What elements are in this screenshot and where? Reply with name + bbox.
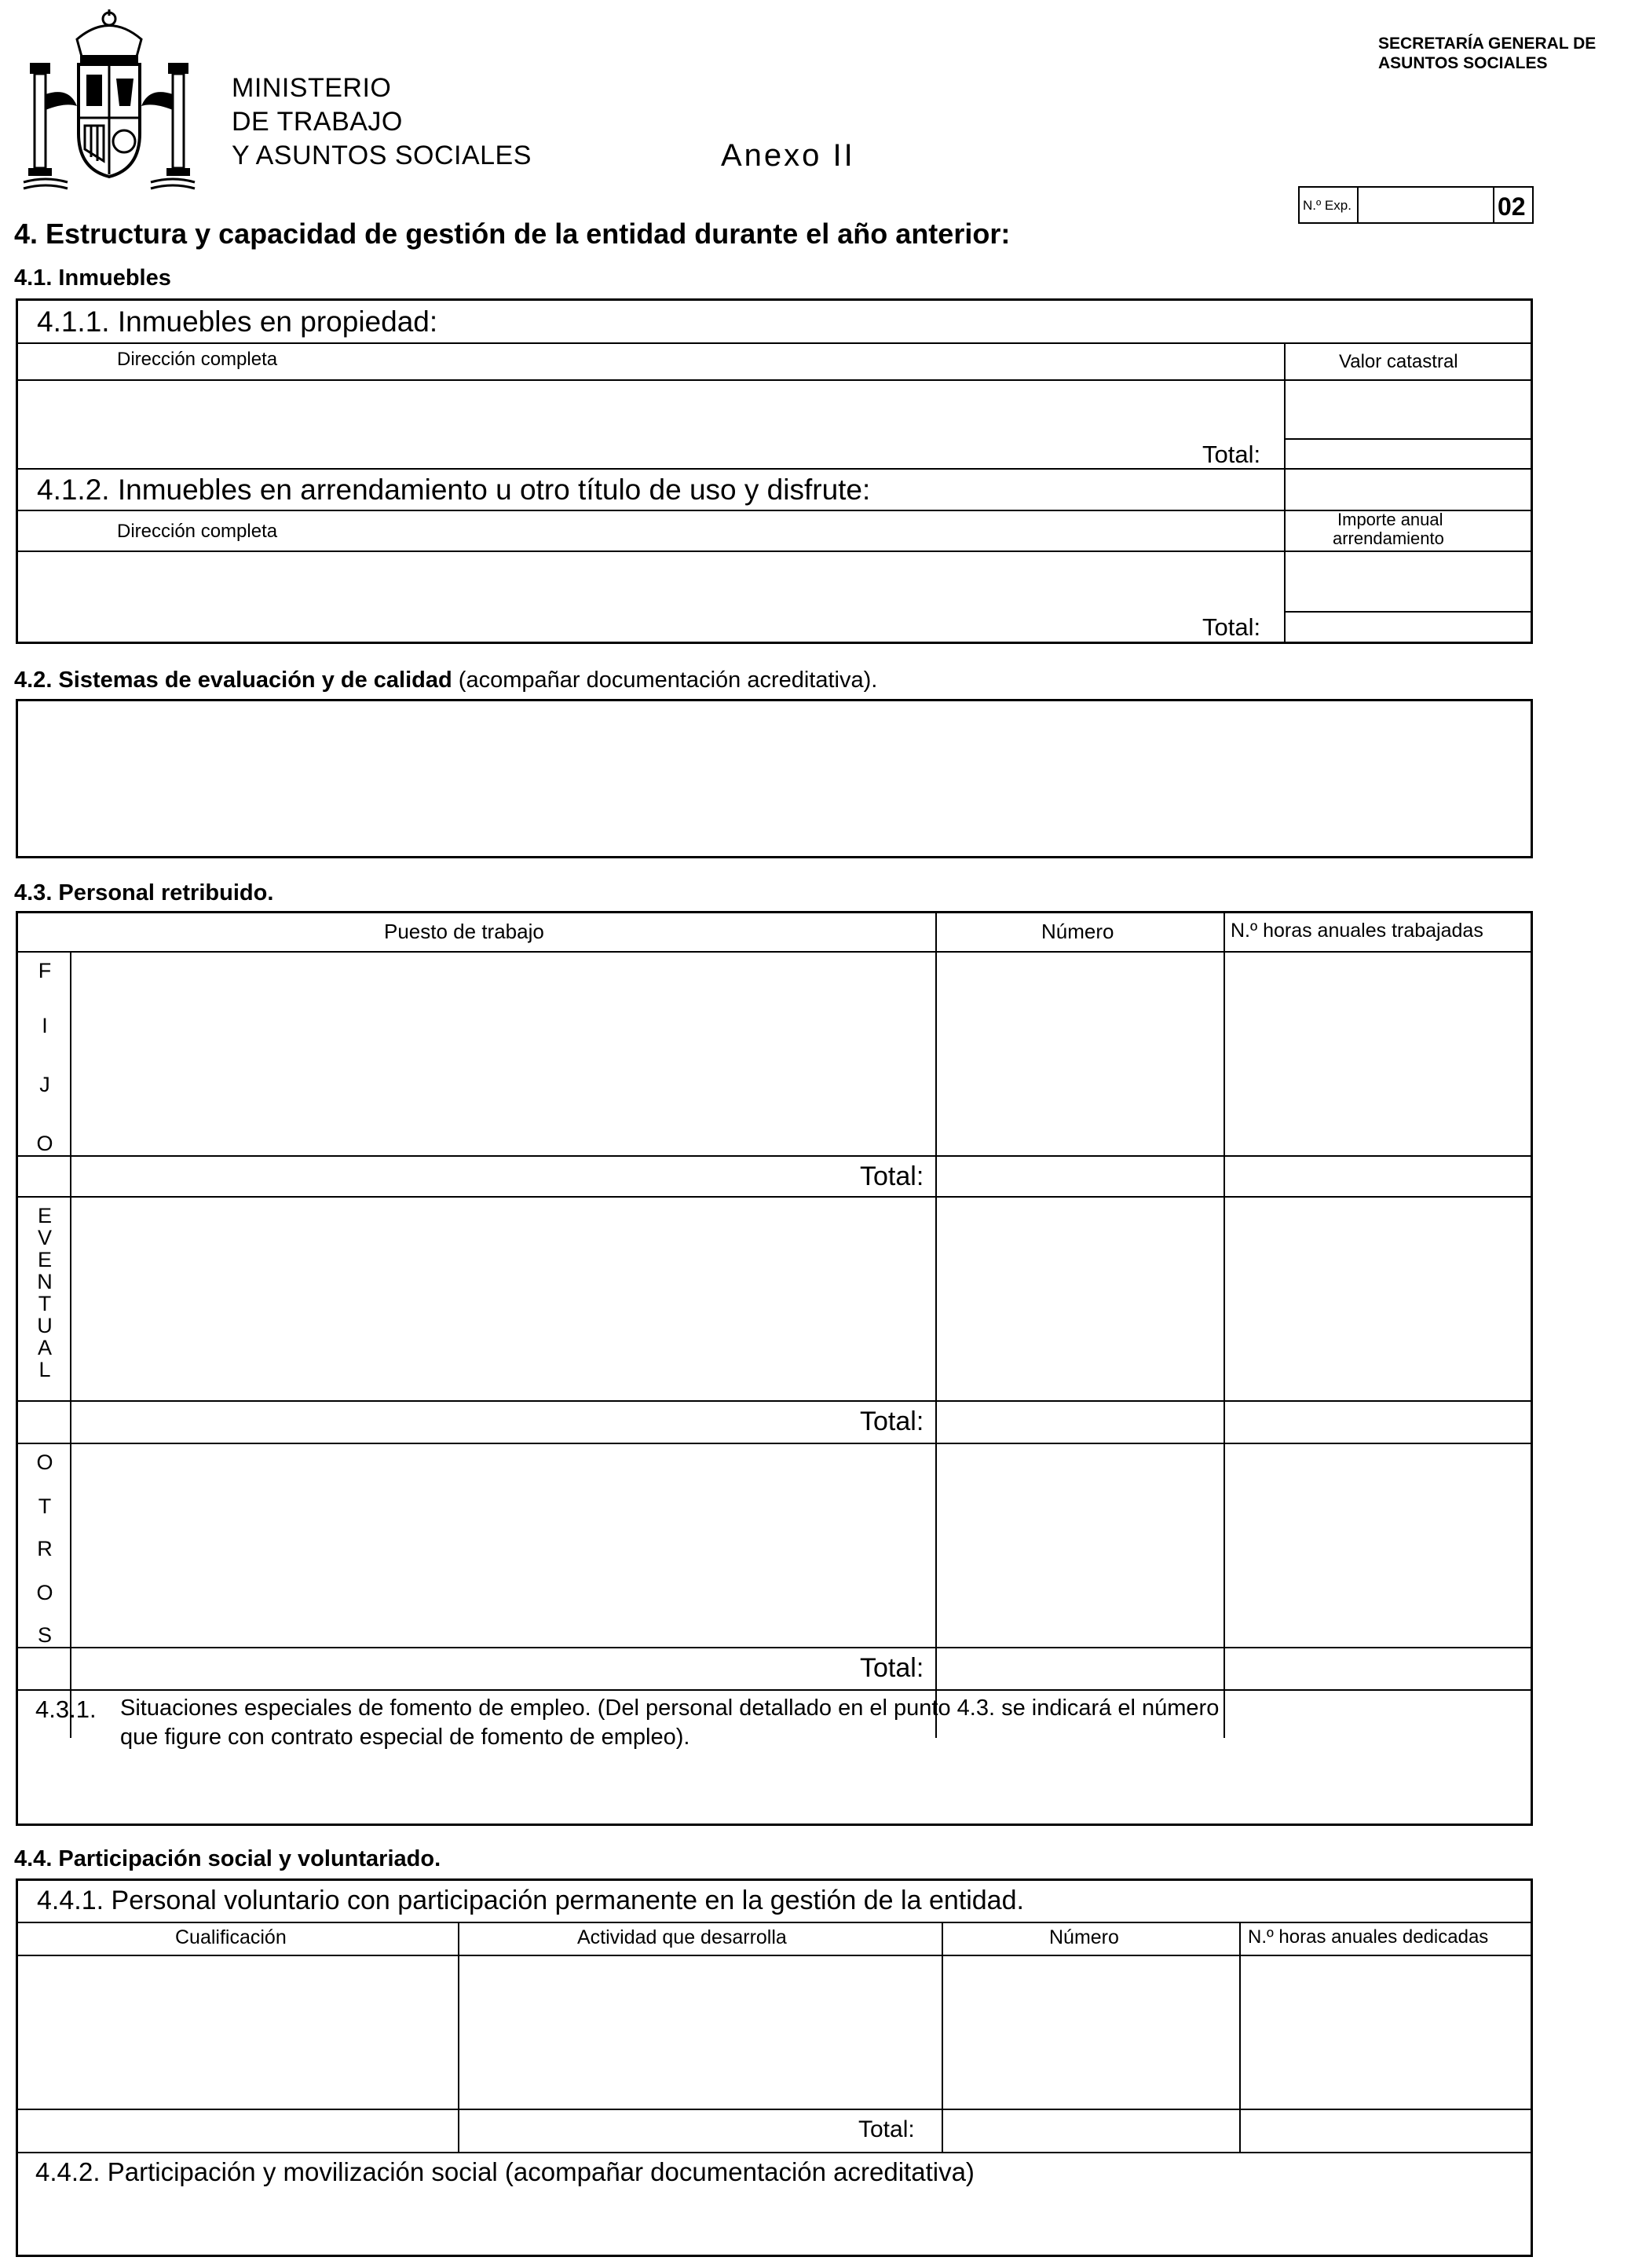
otros-hours-field[interactable] xyxy=(1231,1450,1525,1483)
social-mobilization-field[interactable] xyxy=(35,2195,1523,2255)
eventual-total-label: Total: xyxy=(860,1407,924,1436)
volunteer-hours-field[interactable] xyxy=(1247,1961,1525,1994)
eventual-job-field[interactable] xyxy=(78,1204,929,1396)
owned-value-field[interactable] xyxy=(1292,387,1523,436)
paid-staff-table: Puesto de trabajo Número N.º horas anuales trabajadas F I J O Total: E V E N T U A L Total: O T R O S Total: 4.3.1. Situaciones especiales de fomento de empleo. (Del personal detallado en el punto 4.3. se indicará el número que figure con contrato especial de fomento de empleo). xyxy=(16,911,1533,1826)
exp-number-box xyxy=(1298,186,1534,224)
fijo-total-label: Total: xyxy=(860,1161,924,1191)
exp-code: 02 xyxy=(1498,192,1526,221)
fijo-hours-field[interactable] xyxy=(1231,959,1525,992)
main-title: 4. Estructura y capacidad de gestión de la entidad durante el año anterior: xyxy=(14,218,1011,250)
rented-properties-title: 4.1.2. Inmuebles en arrendamiento u otro título de uso y disfrute: xyxy=(37,474,871,506)
volunteer-total-label: Total: xyxy=(858,2116,915,2142)
section-4-1-title: 4.1. Inmuebles xyxy=(14,265,171,291)
section-4-1-box xyxy=(16,298,1533,644)
section-4-2-title-bold: 4.2. Sistemas de evaluación y de calidad xyxy=(14,668,452,693)
section-4-2-note: (acompañar documentación acreditativa). xyxy=(458,668,878,693)
eventual-number-field[interactable] xyxy=(943,1204,1217,1237)
owned-properties-title: 4.1.1. Inmuebles en propiedad: xyxy=(37,305,438,338)
rented-col-amount-line-2: arrendamiento xyxy=(1333,529,1444,548)
rented-amount-field[interactable] xyxy=(1292,557,1523,605)
section-4-4-1-title: 4.4.1. Personal voluntario con participación permanente en la gestión de la entidad. xyxy=(37,1886,1024,1915)
activity-field[interactable] xyxy=(466,1961,937,2105)
annex-title: Anexo II xyxy=(721,138,855,173)
col-job: Puesto de trabajo xyxy=(384,920,544,943)
owned-total-field[interactable] xyxy=(1292,442,1523,469)
col-number: Número xyxy=(1041,920,1114,943)
otros-job-field[interactable] xyxy=(78,1450,929,1642)
fijo-job-field[interactable] xyxy=(78,959,929,1150)
exp-number-input[interactable] xyxy=(1362,191,1491,222)
rented-col-address: Dirección completa xyxy=(117,521,278,542)
exp-label: N.º Exp. xyxy=(1303,198,1352,213)
fijo-number-field[interactable] xyxy=(943,959,1217,992)
col-hours: N.º horas anuales dedicadas xyxy=(1248,1926,1489,1948)
eventual-hours-field[interactable] xyxy=(1231,1204,1525,1237)
section-4-4-2-title: 4.4.2. Participación y movilización social (acompañar documentación acreditativa) xyxy=(35,2157,975,2186)
secretariat-line-1: SECRETARÍA GENERAL DE xyxy=(1378,35,1597,53)
section-4-4-title: 4.4. Participación social y voluntariado. xyxy=(14,1846,441,1871)
ministry-name-line-2: DE TRABAJO xyxy=(232,107,403,137)
volunteer-number-field[interactable] xyxy=(949,1961,1235,1994)
section-4-3-1-label: 4.3.1. xyxy=(35,1696,97,1723)
col-activity: Actividad que desarrolla xyxy=(577,1926,787,1948)
volunteer-table xyxy=(16,1878,1533,2257)
rented-total-field[interactable] xyxy=(1292,615,1523,642)
rented-address-field[interactable] xyxy=(26,557,1278,607)
otros-number-field[interactable] xyxy=(943,1450,1217,1483)
section-4-3-1-line-2: que figure con contrato especial de fomento de empleo). xyxy=(120,1725,690,1750)
evaluation-systems-field[interactable] xyxy=(27,709,1523,852)
col-number: Número xyxy=(1049,1926,1119,1948)
section-4-2-title xyxy=(14,669,877,692)
owned-total-label: Total: xyxy=(1202,441,1261,468)
section-4-3-1-line-1: Situaciones especiales de fomento de empleo. (Del personal detallado en el punto 4.3. se indicará el número xyxy=(120,1696,1220,1721)
rented-total-label: Total: xyxy=(1202,613,1261,641)
col-hours: N.º horas anuales trabajadas xyxy=(1231,920,1483,942)
section-4-2-box xyxy=(16,699,1533,858)
rented-col-amount-line-1: Importe anual xyxy=(1337,510,1443,529)
section-4-3-title: 4.3. Personal retribuido. xyxy=(14,880,274,905)
owned-col-value: Valor catastral xyxy=(1339,351,1458,372)
coat-of-arms-logo xyxy=(22,8,196,192)
otros-total-label: Total: xyxy=(860,1653,924,1683)
secretariat-line-2: ASUNTOS SOCIALES xyxy=(1378,54,1548,72)
qualification-field[interactable] xyxy=(26,1961,453,2105)
ministry-name-line-1: MINISTERIO xyxy=(232,73,392,103)
employment-promotion-field[interactable] xyxy=(120,1758,1521,1822)
owned-col-address: Dirección completa xyxy=(117,349,278,370)
col-qualification: Cualificación xyxy=(175,1926,287,1948)
owned-address-field[interactable] xyxy=(26,386,1278,436)
ministry-name-line-3: Y ASUNTOS SOCIALES xyxy=(232,141,532,170)
